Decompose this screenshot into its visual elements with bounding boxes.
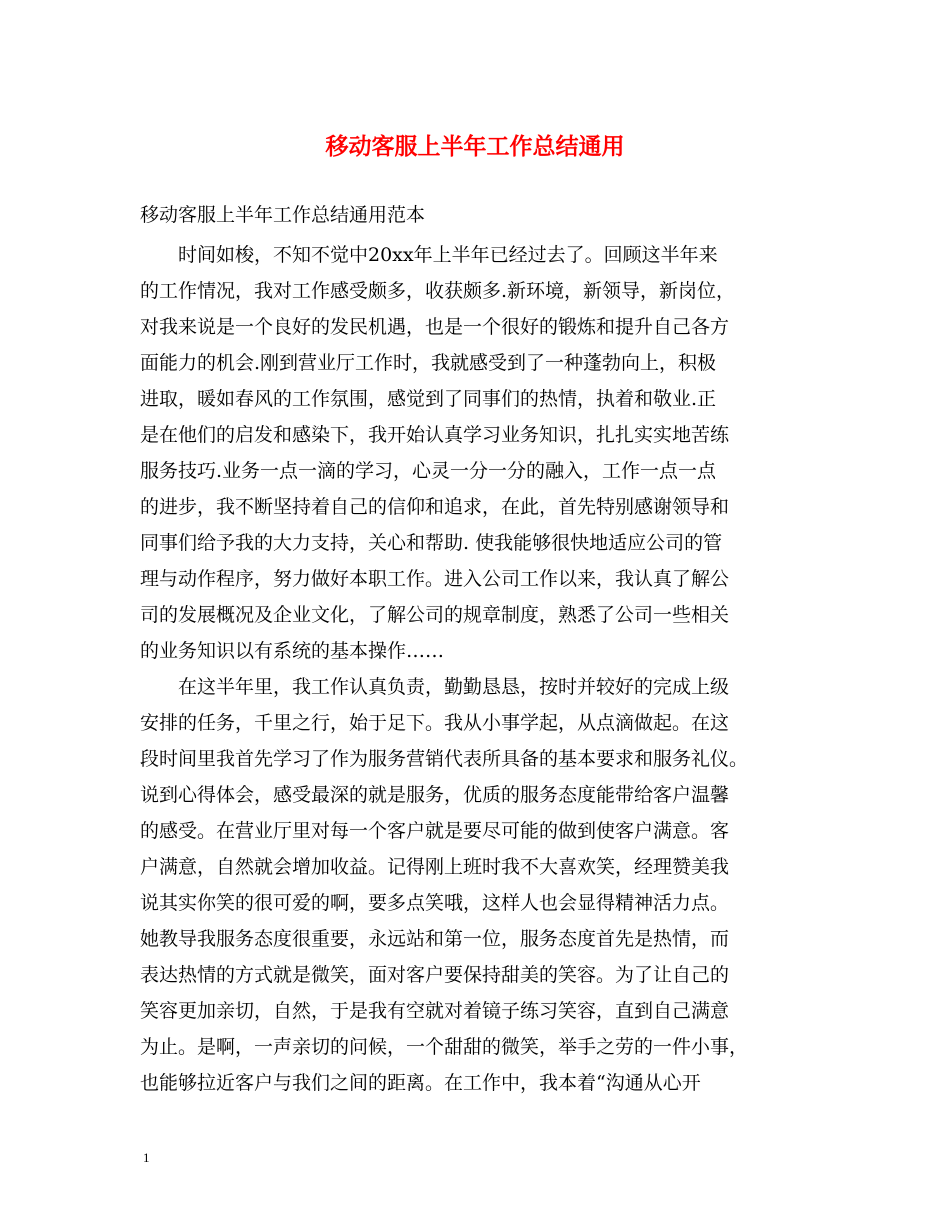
body-line: 安排的任务，千里之行，始于足下。我从小事学起，从点滴做起。在这 — [140, 712, 730, 734]
body-line: 说其实你笑的很可爱的啊，要多点笑哦，这样人也会显得精神活力点。 — [140, 892, 730, 914]
body-line: 说到心得体会，感受最深的就是服务，优质的服务态度能带给客户温馨 — [140, 784, 730, 806]
body-line: 为止。是啊，一声亲切的问候，一个甜甜的微笑，举手之劳的一件小事， — [140, 1036, 749, 1058]
body-line: 进取，暖如春风的工作氛围，感觉到了同事们的热情，执着和敬业.正 — [140, 388, 717, 410]
page-number: 1 — [143, 1150, 150, 1165]
body-line: 户满意，自然就会增加收益。记得刚上班时我不大喜欢笑，经理赞美我 — [140, 856, 730, 878]
body-line: 对我来说是一个良好的发民机遇，也是一个很好的锻炼和提升自己各方 — [140, 316, 730, 338]
body-line: 的感受。在营业厅里对每一个客户就是要尽可能的做到使客户满意。客 — [140, 820, 730, 842]
body-line: 她教导我服务态度很重要，永远站和第一位，服务态度首先是热情，而 — [140, 928, 730, 950]
body-line: 同事们给予我的大力支持，关心和帮助. 使我能够很快地适应公司的管 — [140, 532, 723, 554]
body-line: 表达热情的方式就是微笑，面对客户要保持甜美的笑容。为了让自己的 — [140, 964, 730, 986]
body-line: 面能力的机会.刚到营业厅工作时，我就感受到了一种蓬勃向上，积极 — [140, 352, 717, 374]
body-line: 段时间里我首先学习了作为服务营销代表所具备的基本要求和服务礼仪。 — [140, 748, 749, 770]
body-line: 理与动作程序，努力做好本职工作。进入公司工作以来，我认真了解公 — [140, 568, 730, 590]
body-line: 笑容更加亲切，自然，于是我有空就对着镜子练习笑容，直到自己满意 — [140, 1000, 730, 1022]
document-subtitle: 移动客服上半年工作总结通用范本 — [140, 204, 426, 226]
document-title: 移动客服上半年工作总结通用 — [325, 133, 625, 160]
body-line: 的进步，我不断坚持着自己的信仰和追求，在此，首先特别感谢领导和 — [140, 496, 730, 518]
body-line: 的业务知识以有系统的基本操作…… — [140, 640, 445, 662]
body-line: 时间如梭，不知不觉中20xx年上半年已经过去了。回顾这半年来 — [140, 244, 718, 266]
body-line: 也能够拉近客户与我们之间的距离。在工作中，我本着“沟通从心开 — [140, 1072, 701, 1094]
body-line: 是在他们的启发和感染下，我开始认真学习业务知识，扎扎实实地苦练 — [140, 424, 730, 446]
body-line: 服务技巧.业务一点一滴的学习，心灵一分一分的融入，工作一点一点 — [140, 460, 717, 482]
body-line: 司的发展概况及企业文化，了解公司的规章制度，熟悉了公司一些相关 — [140, 604, 730, 626]
body-line: 在这半年里，我工作认真负责，勤勤恳恳，按时并较好的完成上级 — [140, 676, 730, 698]
body-line: 的工作情况，我对工作感受颇多，收获颇多.新环境，新领导，新岗位， — [140, 280, 736, 302]
